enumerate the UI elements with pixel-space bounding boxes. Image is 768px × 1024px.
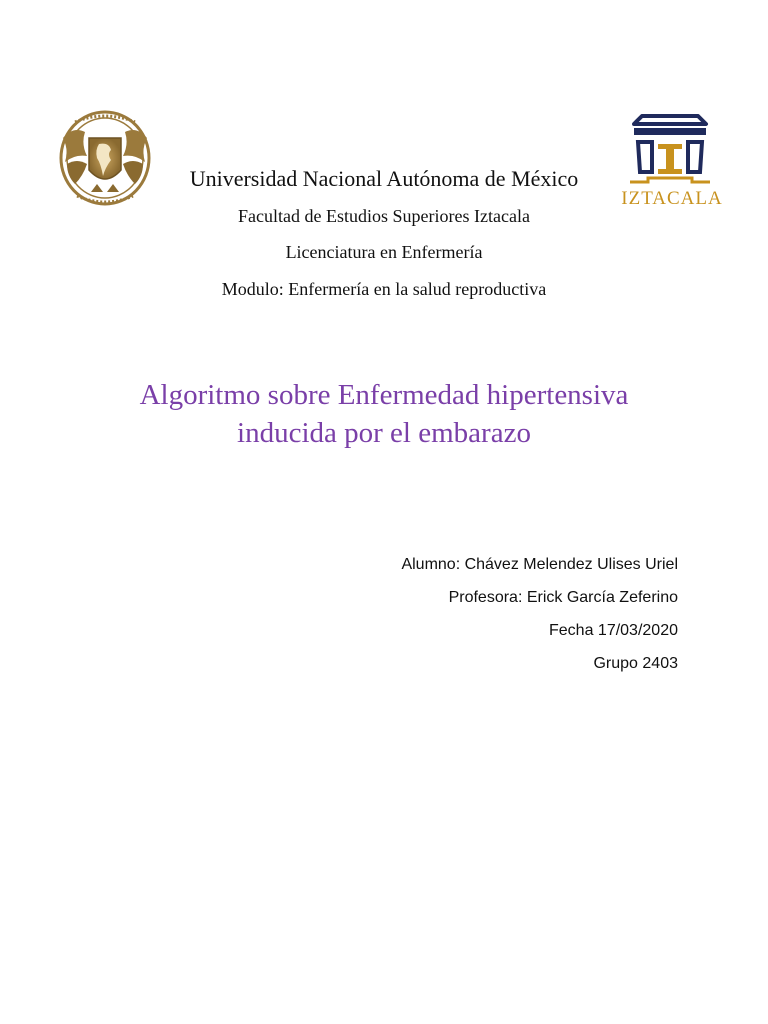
submission-date: Fecha 17/03/2020 bbox=[549, 622, 678, 639]
module-name: Modulo: Enfermería en la salud reproductiva bbox=[221, 279, 547, 299]
student-name: Alumno: Chávez Melendez Ulises Uriel bbox=[401, 556, 678, 573]
faculty-name: Facultad de Estudios Superiores Iztacala bbox=[238, 206, 530, 226]
svg-text:IZTACALA: IZTACALA bbox=[621, 188, 723, 209]
degree-name: Licenciatura en Enfermería bbox=[285, 242, 483, 262]
unam-seal-icon bbox=[55, 108, 155, 212]
professor-name: Profesora: Erick García Zeferino bbox=[448, 589, 678, 606]
document-title-line1: Algoritmo sobre Enfermedad hipertensiva bbox=[139, 379, 629, 411]
university-name: Universidad Nacional Autónoma de México bbox=[189, 166, 579, 191]
document-title-line2: inducida por el embarazo bbox=[237, 417, 531, 449]
document-title bbox=[0, 376, 768, 452]
iztacala-logo-icon bbox=[612, 108, 732, 212]
group-number: Grupo 2403 bbox=[593, 655, 678, 672]
